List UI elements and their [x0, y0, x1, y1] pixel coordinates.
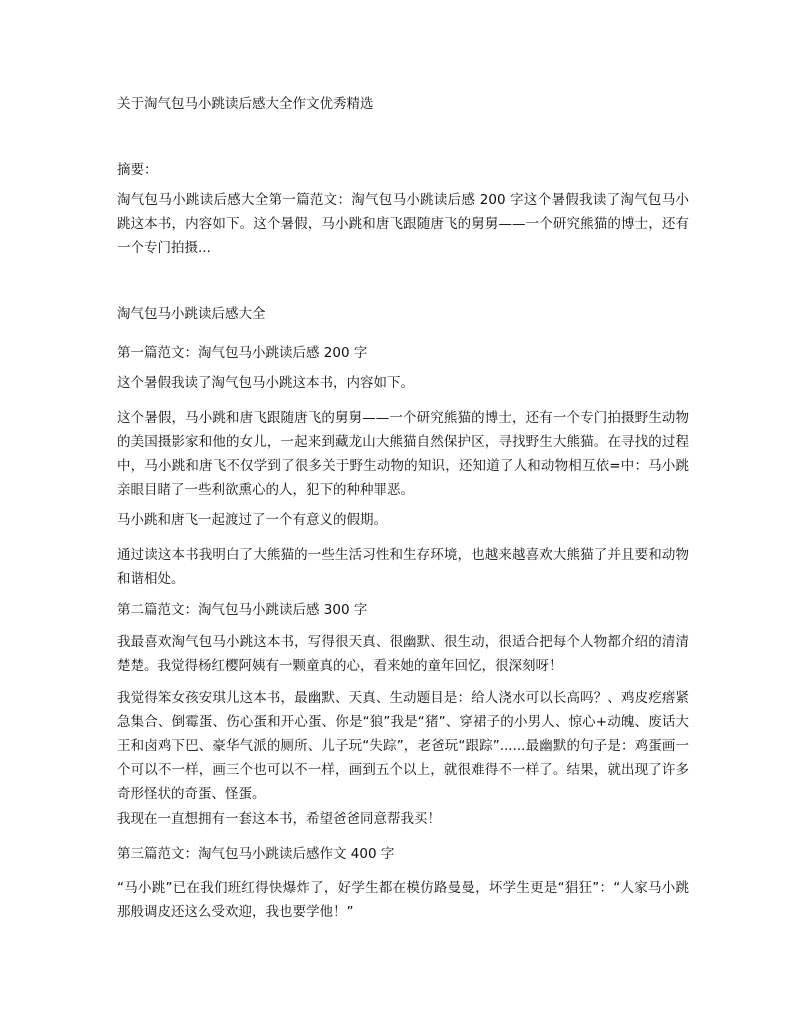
- essay-1-paragraph-2: 这个暑假，马小跳和唐飞跟随唐飞的舅舅——一个研究熊猫的博士，还有一个专门拍摄野生动物的美国摄影家和他的女儿，一起来到藏龙山大熊猫自然保护区，寻找野生大熊猫。在寻找的过程中，马小跳和唐飞不仅学到了很多关于野生动物的知识，还知道了人和动物相互依=中：马小跳亲眼目睹了一些利欲熏心的人，犯下的种种罪恶。: [117, 410, 689, 498]
- essay-heading-3: 第三篇范文：淘气包马小跳读后感作文 400 字: [117, 846, 395, 862]
- essay-heading-1: 第一篇范文：淘气包马小跳读后感 200 字: [117, 345, 368, 361]
- essay-2-paragraph-3: 我现在一直想拥有一套这本书，希望爸爸同意帮我买！: [117, 811, 441, 827]
- essay-1-paragraph-1: 这个暑假我读了淘气包马小跳这本书，内容如下。: [117, 375, 414, 391]
- document-title: 关于淘气包马小跳读后感大全作文优秀精选: [117, 96, 374, 112]
- essay-1-paragraph-3: 马小跳和唐飞一起渡过了一个有意义的假期。: [117, 512, 387, 528]
- essay-2-paragraph-1: 我最喜欢淘气包马小跳这本书，写得很天真、很幽默、很生动，很适合把每个人物都介绍的清清楚楚。我觉得杨红樱阿姨有一颗童真的心，看来她的童年回忆，很深刻呀！: [117, 634, 689, 674]
- essay-3-paragraph-1: “马小跳”已在我们班红得快爆炸了，好学生都在模仿路曼曼，坏学生更是“猖狂”：“人家马小跳那般调皮还这么受欢迎，我也要学他！”: [117, 880, 689, 920]
- section-heading: 淘气包马小跳读后感大全: [117, 306, 266, 322]
- essay-1-paragraph-4: 通过读这本书我明白了大熊猫的一些生活习性和生存环境，也越来越喜欢大熊猫了并且要和动物和谐相处。: [117, 547, 689, 587]
- abstract-label: 摘要：: [117, 162, 158, 178]
- essay-2-paragraph-2: 我觉得笨女孩安琪儿这本书，最幽默、天真、生动题目是：给人浇水可以长高吗？、鸡皮疙瘩紧急集合、倒霉蛋、伤心蛋和开心蛋、你是“狼”我是“猪”、穿裙子的小男人、惊心+动魄、废话大王和卤鸡下巴、豪华气派的厕所、儿子玩“失踪”，老爸玩“跟踪”......最幽默的句子是：鸡蛋画一个可以不一样，画三个也可以不一样，画到五个以上，就很难得不一样了。结果，就出现了许多奇形怪状的奇蛋、怪蛋。: [117, 690, 689, 802]
- essay-heading-2: 第二篇范文：淘气包马小跳读后感 300 字: [117, 602, 368, 618]
- abstract-text: 淘气包马小跳读后感大全第一篇范文：淘气包马小跳读后感 200 字这个暑假我读了淘气包马小跳这本书，内容如下。这个暑假，马小跳和唐飞跟随唐飞的舅舅——一个研究熊猫的博士，还有一个专门拍摄...: [117, 192, 689, 256]
